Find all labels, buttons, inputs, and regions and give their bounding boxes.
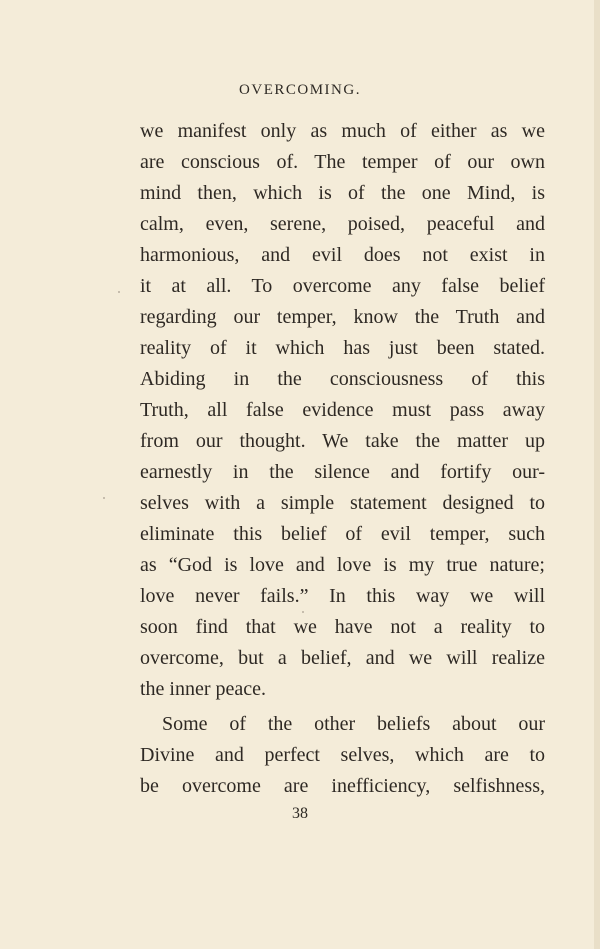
paragraph bbox=[140, 116, 545, 705]
text-line: Truth, all false evidence must pass away bbox=[140, 399, 545, 421]
running-head: OVERCOMING. bbox=[239, 82, 361, 98]
text-line: from our thought. We take the matter up bbox=[140, 430, 545, 452]
text-line: it at all. To overcome any false belief bbox=[140, 275, 545, 297]
paper-speck bbox=[302, 611, 304, 613]
text-line: earnestly in the silence and fortify our- bbox=[140, 461, 545, 483]
text-line: Divine and perfect selves, which are to bbox=[140, 744, 545, 766]
text-line: mind then, which is of the one Mind, is bbox=[140, 182, 545, 204]
text-line: soon find that we have not a reality to bbox=[140, 616, 545, 638]
text-line: love never fails.” In this way we will bbox=[140, 585, 545, 607]
paper-speck bbox=[118, 291, 120, 293]
text-line: calm, even, serene, poised, peaceful and bbox=[140, 213, 545, 235]
text-line: as “God is love and love is my true nature; bbox=[140, 554, 545, 576]
text-line: be overcome are inefficiency, selfishness, bbox=[140, 775, 545, 797]
body-text bbox=[140, 116, 545, 802]
paper-speck bbox=[103, 497, 105, 499]
text-line: overcome, but a belief, and we will realize bbox=[140, 647, 545, 669]
text-line: regarding our temper, know the Truth and bbox=[140, 306, 545, 328]
page-number: 38 bbox=[292, 805, 308, 822]
paragraph bbox=[140, 709, 545, 802]
text-line: harmonious, and evil does not exist in bbox=[140, 244, 545, 266]
text-line: Abiding in the consciousness of this bbox=[140, 368, 545, 390]
text-line: eliminate this belief of evil temper, such bbox=[140, 523, 545, 545]
text-line: reality of it which has just been stated. bbox=[140, 337, 545, 359]
text-line: selves with a simple statement designed to bbox=[140, 492, 545, 514]
text-line: the inner peace. bbox=[140, 678, 267, 700]
text-line: we manifest only as much of either as we bbox=[140, 120, 545, 142]
text-line: are conscious of. The temper of our own bbox=[140, 151, 545, 173]
text-line: Some of the other beliefs about our bbox=[162, 713, 545, 735]
